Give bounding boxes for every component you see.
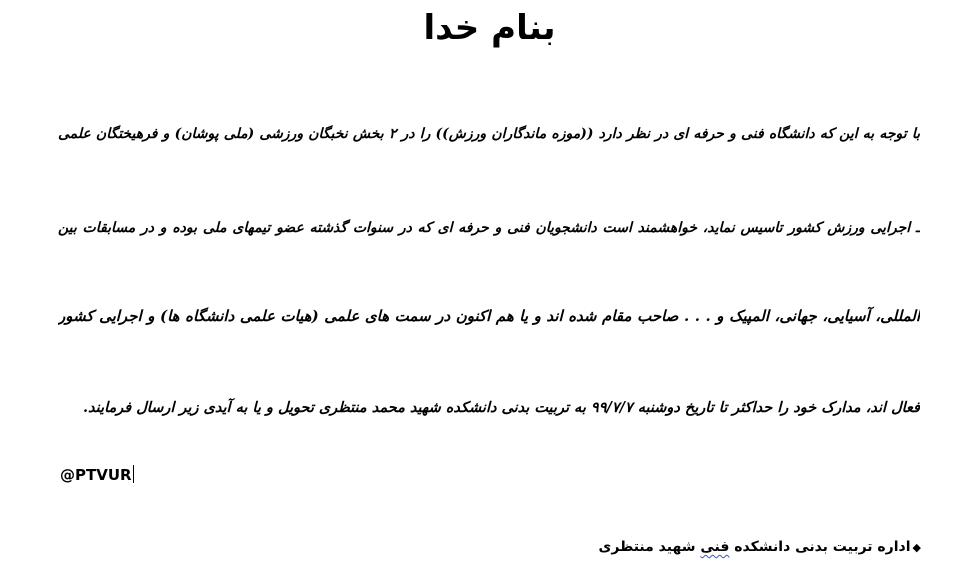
social-handle-text: @PTVUR (60, 466, 132, 484)
text-cursor (133, 465, 134, 483)
footer-signature (599, 536, 921, 559)
paragraph-line-4: فعال اند، مدارک خود را حداکثر تا تاریخ دوشنبه ۹۹/۷/۷ به تربیت بدنی دانشکده شهید محمد منتظری تحویل و یا به آیدی زیر ارسال فرمایند. (83, 399, 920, 416)
page-title: بنام خدا (423, 8, 556, 48)
paragraph-line-1: با توجه به این که دانشگاه فنی و حرفه ای در نظر دارد ((موزه ماندگاران ورزش)) را در ۲ بخش نخبگان ورزشی (ملی پوشان) و فرهیختگان علمی (58, 126, 920, 142)
paragraph-line-2: ـ اجرایی ورزش کشور تاسیس نماید، خواهشمند است دانشجویان فنی و حرفه ای که در سنوات گذشته عضو تیمهای ملی بوده و در مسابقات بین (58, 220, 920, 236)
footer-text-start: اداره تربیت بدنی دانشکده (729, 539, 911, 555)
footer-text-spellcheck[interactable]: فنی (700, 539, 730, 555)
footer-text-end: شهید منتظری (598, 539, 701, 555)
paragraph-line-3: المللی، آسیایی، جهانی، المپیک و . . . صاحب مقام شده اند و یا هم اکنون در سمت های علمی (هیات علمی دانشگاه ها) و اجرایی کشور (58, 307, 920, 325)
bullet-icon: ◆ (912, 541, 921, 554)
social-handle[interactable] (60, 464, 134, 486)
